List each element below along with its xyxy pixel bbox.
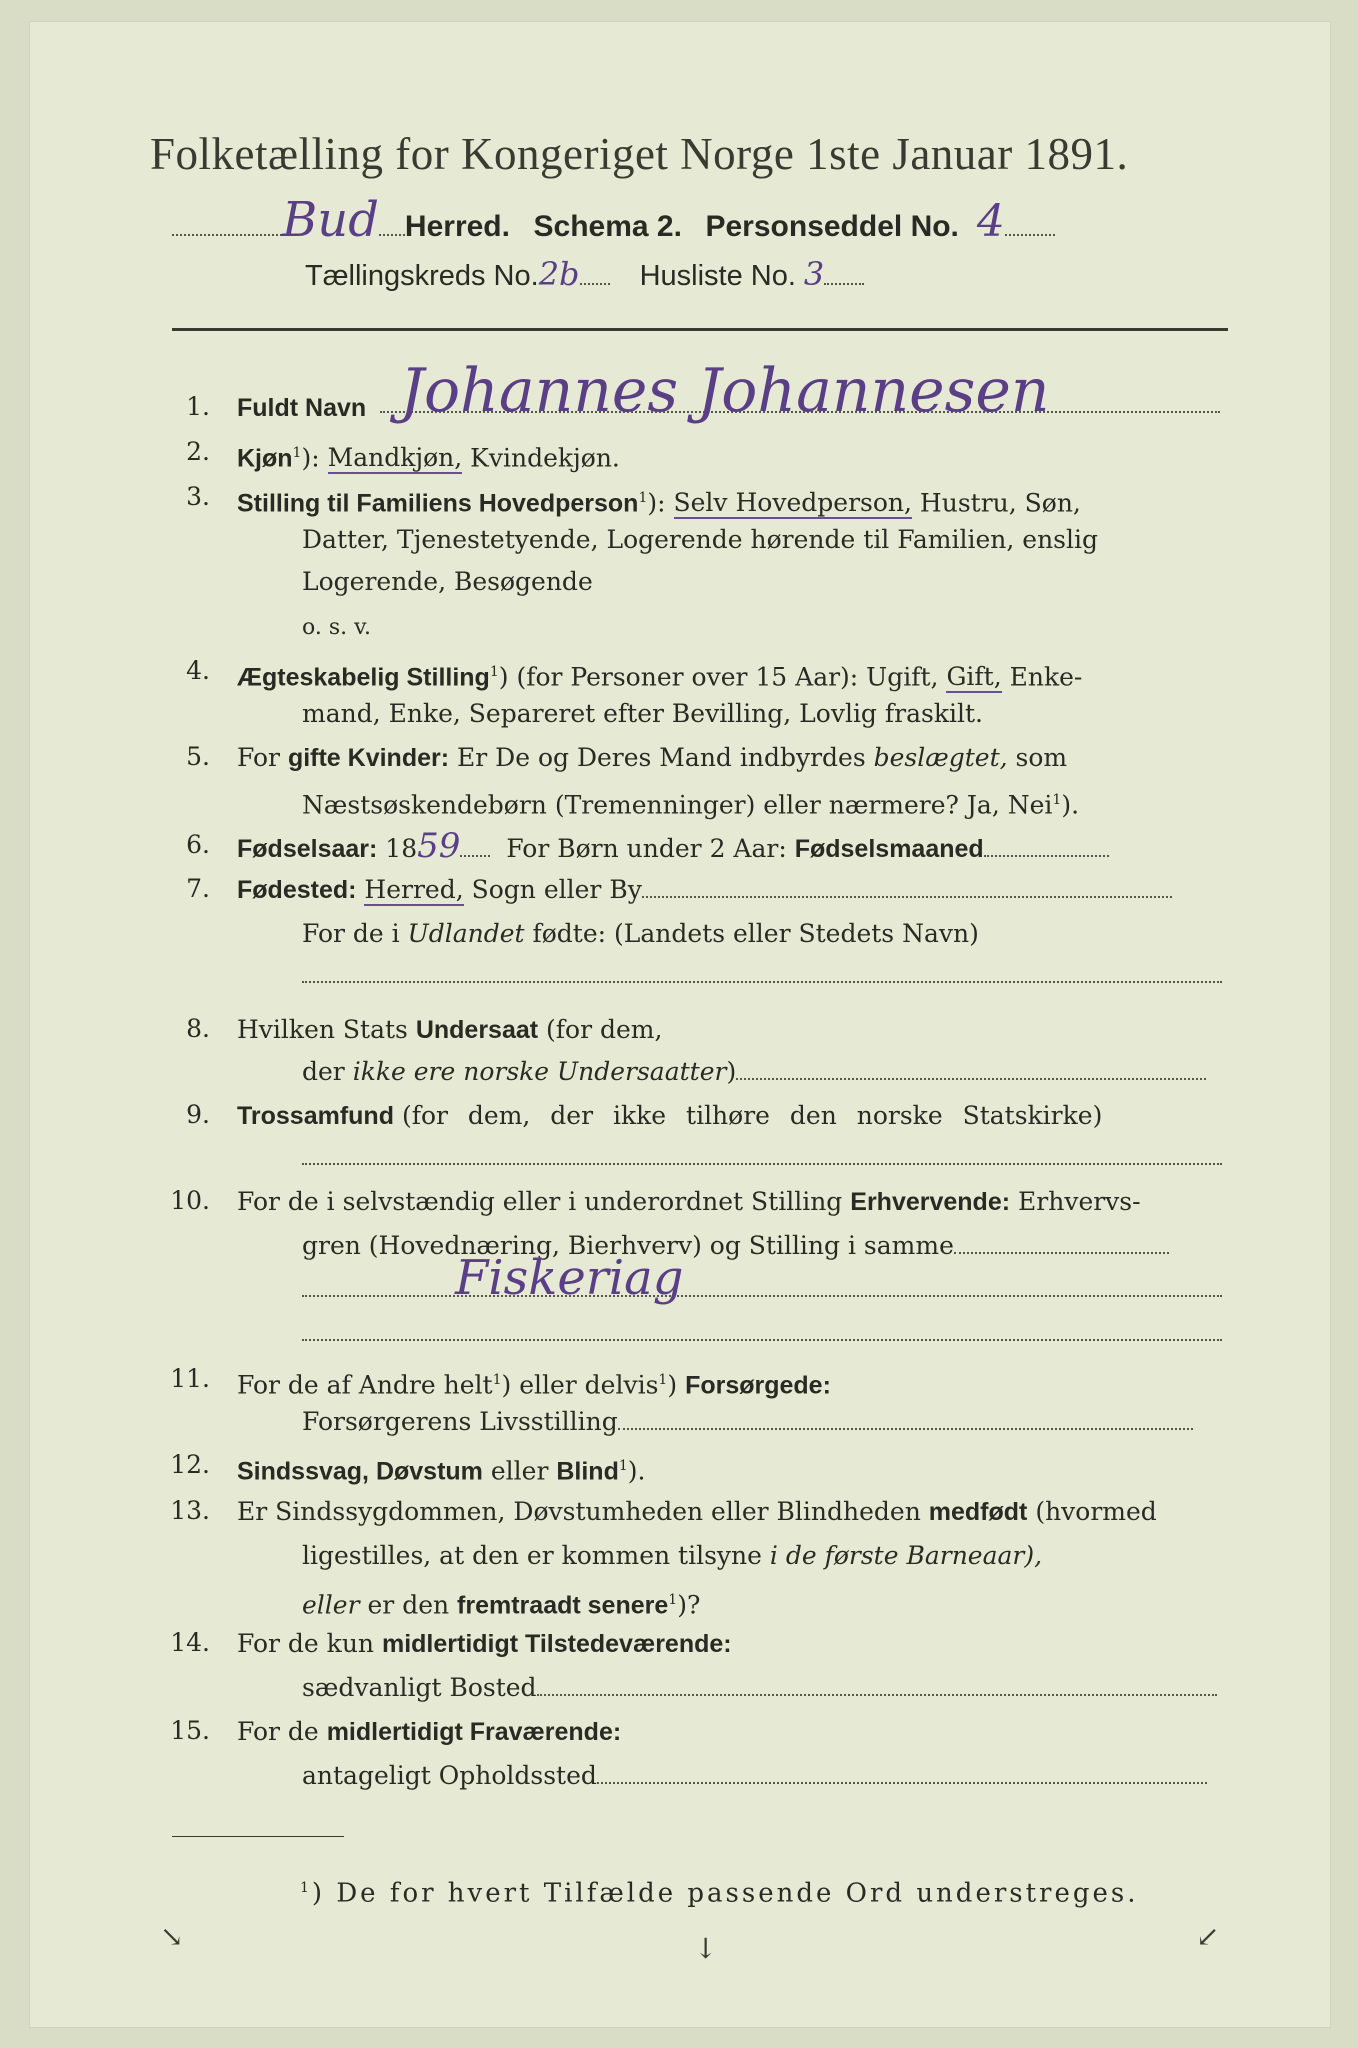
q12-label: Sindssvag, Døvstum (237, 1457, 483, 1486)
schema-label: Schema 2. (533, 210, 682, 243)
q8-line-2 (302, 1056, 1206, 1088)
kreds-label: Tællingskreds No. (305, 260, 539, 292)
q10-label: Erhvervende: (850, 1188, 1011, 1216)
q1-number: 1. (186, 392, 210, 421)
q4-gift-underlined: Gift, (946, 662, 1002, 692)
q11-text-2: ) eller delvis (501, 1370, 659, 1400)
q13-line-3-eller: eller (302, 1590, 360, 1620)
q4-line-2: mand, Enke, Separeret efter Bevilling, Lovlig fraskilt. (302, 699, 983, 728)
q13-text: Er Sindssygdommen, Døvstumheden eller Blindheden (237, 1497, 921, 1526)
q13-row (237, 1496, 1157, 1528)
footnote-text: ) De for hvert Tilfælde passende Ord understreges. (311, 1878, 1139, 1909)
q4-enke: Enke- (1009, 662, 1083, 692)
q8-line-2-c: ) (726, 1057, 737, 1086)
q11-line-2 (302, 1406, 1193, 1438)
q10-line-2 (302, 1230, 1169, 1262)
footnote (300, 1872, 1139, 1910)
q7-options: Sogn eller By (471, 875, 642, 904)
q5-number: 5. (186, 742, 210, 771)
census-form-sheet (30, 22, 1330, 2027)
q9-number: 9. (186, 1100, 210, 1129)
q9-label: Trossamfund (237, 1102, 394, 1130)
q8-text: Hvilken Stats (237, 1015, 408, 1044)
q6-number: 6. (186, 830, 210, 859)
q4-text: ) (for Personer over 15 Aar): Ugift, (498, 662, 939, 692)
q11-line-2-text: Forsørgerens Livsstilling (302, 1407, 618, 1436)
q14-number: 14. (170, 1628, 210, 1657)
q8-label: Undersaat (415, 1016, 539, 1044)
q2-number: 2. (186, 437, 210, 466)
q3-number: 3. (186, 482, 210, 511)
corner-mark-center: ↓ (694, 1932, 718, 1965)
q7-udlandet: Udlandet (407, 919, 525, 948)
q13-footnote-mark: 1 (668, 1592, 678, 1608)
q4-row (237, 656, 1082, 693)
q3-selv-hovedperson-underlined: Selv Hovedperson, (673, 488, 912, 518)
q7-line-2-a: For de i (302, 919, 400, 948)
q2-label: Kjøn (237, 444, 293, 473)
q8-row (237, 1014, 662, 1046)
q10-answer-line-2 (302, 1338, 1222, 1341)
kreds-number-handwritten: 2b (538, 255, 580, 293)
q14-text: For de kun (237, 1629, 375, 1658)
q7-number: 7. (186, 874, 210, 903)
q5-som: som (1015, 743, 1068, 772)
q2-text: ): (301, 443, 320, 473)
q3-options: Hustru, Søn, (919, 488, 1081, 518)
q14-row (237, 1628, 732, 1660)
q11-number: 11. (170, 1364, 210, 1393)
q5-row (237, 742, 1067, 774)
q3-line-3: Logerende, Besøgende (302, 567, 593, 596)
q13-line-3-end: )? (677, 1590, 701, 1620)
q11-footnote-mark-1: 1 (492, 1372, 502, 1388)
q1-name-handwritten: Johannes Johannesen (400, 356, 1050, 426)
q8-line-2-b: ikke ere norske Undersaatter (352, 1057, 727, 1086)
q6-text: For Børn under 2 Aar: (506, 834, 787, 863)
personseddel-number-handwritten: 4 (976, 196, 1005, 247)
q13-label-3: fremtraadt senere (457, 1591, 669, 1620)
q15-label: midlertidigt Fraværende: (326, 1718, 622, 1746)
q4-number: 4. (186, 656, 210, 685)
q15-line-2 (302, 1760, 1207, 1792)
q12-end: ). (627, 1456, 646, 1486)
q2-footnote-mark: 1 (292, 445, 302, 461)
q3-text: ): (647, 488, 666, 518)
q9-answer-line (302, 1162, 1222, 1165)
q11-footnote-mark-2: 1 (658, 1372, 668, 1388)
q11-label: Forsørgede: (685, 1371, 831, 1400)
q10-occupation-handwritten: Fiskeriag (455, 1250, 684, 1306)
q5-beslaegtet: beslægtet, (873, 743, 1008, 772)
q10-number: 10. (170, 1186, 210, 1215)
q13-text-2: (hvormed (1035, 1497, 1157, 1526)
q6-maaned-label: Fødselsmaaned (794, 835, 984, 863)
q3-row (237, 482, 1081, 519)
q6-label: Fødselsaar: (237, 835, 378, 863)
q9-row (237, 1100, 1102, 1132)
q14-label: midlertidigt Tilstedeværende: (381, 1630, 732, 1658)
husliste-number-handwritten: 3 (803, 255, 825, 293)
q2-kvindekjon: Kvindekjøn. (470, 443, 620, 473)
q10-text: For de i selvstændig eller i underordnet Stilling (237, 1187, 843, 1216)
q10-answer-line-1 (302, 1294, 1222, 1297)
q2-row (237, 437, 620, 474)
husliste-label: Husliste No. (639, 260, 796, 292)
q5-end: ). (1061, 790, 1080, 820)
q15-line-2-text: antageligt Opholdssted (302, 1761, 597, 1790)
q5-footnote-mark: 1 (1052, 792, 1062, 808)
q6-row (237, 826, 1109, 866)
q7-row (237, 874, 1172, 906)
q13-line-3-b: er den (367, 1590, 450, 1620)
q12-footnote-mark: 1 (618, 1458, 628, 1474)
q10-line-2-text: gren (Hovednæring, Bierhverv) og Stilling i samme (302, 1231, 954, 1260)
q13-line-3 (302, 1584, 700, 1621)
q6-year-handwritten: 59 (417, 826, 461, 866)
q14-line-2-text: sædvanligt Bosted (302, 1673, 537, 1702)
q8-text-2: (for dem, (546, 1015, 663, 1044)
q13-line-2-b: i de første Barneaar), (769, 1541, 1043, 1570)
q3-line-4: o. s. v. (302, 615, 371, 640)
q7-answer-line (302, 980, 1222, 983)
personseddel-label: Personseddel No. (705, 210, 959, 243)
q9-text: (for dem, der ikke tilhøre den norske Statskirke) (401, 1101, 1103, 1130)
header-rule (172, 328, 1228, 331)
q13-line-2 (302, 1540, 1042, 1572)
q5-line-2 (302, 784, 1079, 821)
q5-label: gifte Kvinder: (287, 744, 450, 772)
q11-text: For de af Andre helt (237, 1370, 493, 1400)
herred-label: Herred. (404, 210, 510, 243)
q4-footnote-mark: 1 (489, 664, 499, 680)
q1-label: Fuldt Navn (237, 394, 367, 422)
q6-century: 18 (385, 834, 418, 863)
q1-row (237, 392, 366, 424)
q5-text: Er De og Deres Mand indbyrdes (457, 743, 866, 772)
q14-line-2 (302, 1672, 1217, 1704)
q12-row (237, 1450, 645, 1487)
q3-footnote-mark: 1 (638, 490, 648, 506)
header-line-1 (172, 192, 1055, 248)
q15-row (237, 1716, 621, 1748)
corner-mark-left: ↘ (160, 1920, 184, 1953)
q10-row (237, 1186, 1141, 1218)
q3-label: Stilling til Familiens Hovedperson (237, 489, 639, 518)
corner-mark-right: ↙ (1196, 1920, 1220, 1953)
q2-mandkjon-underlined: Mandkjøn, (327, 443, 463, 473)
q7-line-2-c: fødte: (Landets eller Stedets Navn) (532, 919, 979, 948)
form-title: Folketælling for Kongeriget Norge 1ste Januar 1891. (150, 129, 1129, 179)
q3-line-2: Datter, Tjenestetyende, Logerende hørende til Familien, enslig (302, 525, 1099, 554)
q13-label: medfødt (928, 1498, 1028, 1526)
herred-handwritten: Bud (282, 192, 379, 248)
q10-text-2: Erhvervs- (1018, 1187, 1141, 1216)
header-line-2 (305, 255, 864, 293)
q7-line-2 (302, 918, 979, 950)
q15-number: 15. (170, 1716, 210, 1745)
q12-number: 12. (170, 1450, 210, 1479)
q13-number: 13. (170, 1496, 210, 1525)
footnote-rule (172, 1836, 344, 1837)
q8-number: 8. (186, 1014, 210, 1043)
q5-line-2-text: Næstsøskendebørn (Tremenninger) eller nærmere? Ja, Nei (302, 790, 1053, 820)
q7-label: Fødested: (237, 876, 357, 904)
q8-line-2-a: der (302, 1057, 345, 1086)
q12-eller: eller (490, 1456, 549, 1486)
footnote-mark: 1 (300, 1880, 312, 1896)
q12-label-2: Blind (556, 1457, 619, 1486)
q15-text: For de (237, 1717, 319, 1746)
q11-row (237, 1364, 831, 1401)
q11-text-3: ) (667, 1370, 678, 1400)
q13-line-2-a: ligestilles, at den er kommen tilsyne (302, 1541, 762, 1570)
q7-herred-underlined: Herred, (364, 875, 464, 904)
q4-label: Ægteskabelig Stilling (237, 663, 490, 692)
q5-for: For (237, 743, 280, 772)
